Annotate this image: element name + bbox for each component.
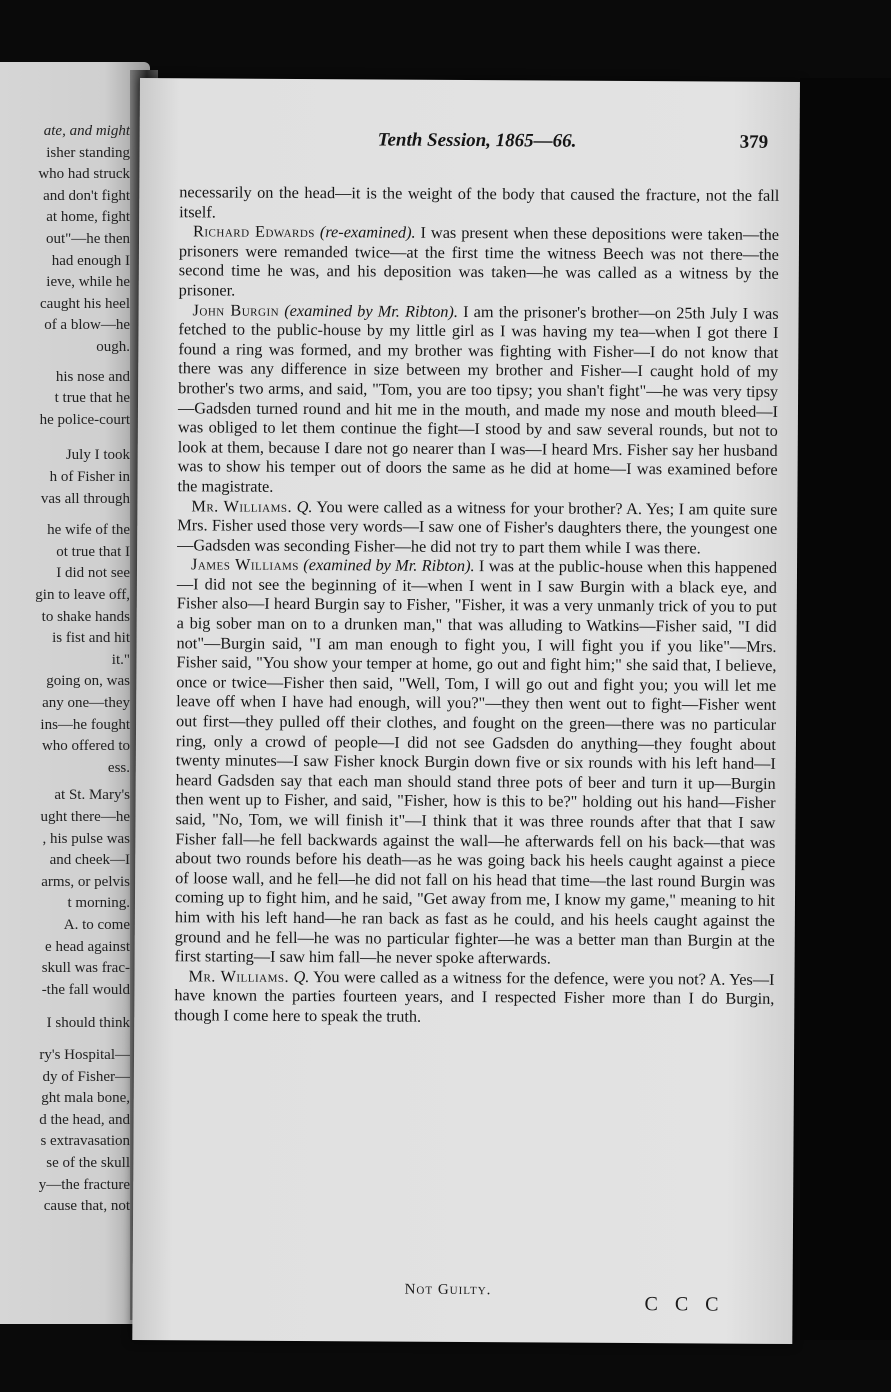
left-page-line: at home, fight xyxy=(46,209,130,226)
left-page-line: ry's Hospital— xyxy=(39,1047,130,1063)
left-page-line: is fist and hit xyxy=(52,630,130,647)
left-page-line: and cheek—I xyxy=(49,852,130,869)
left-page-line: July I took xyxy=(65,447,130,464)
left-page-line: se of the skull xyxy=(46,1155,130,1171)
left-page-line: at St. Mary's xyxy=(54,787,130,804)
left-page-line: to shake hands xyxy=(41,608,130,625)
left-page-line: who offered to xyxy=(41,738,130,755)
left-page-line: his nose and xyxy=(55,368,130,385)
left-page-line: and don't fight xyxy=(43,187,130,204)
speaker-lead: (examined by Mr. Ribton). xyxy=(303,555,475,576)
paragraph-text: You were called as a witness for the defence, were you not? A. Yes—I have known the parties fourteen years, and I respected Fisher more than I do Burgin, though I come here to speak the truth. xyxy=(174,966,775,1026)
left-page xyxy=(0,62,150,1324)
left-page-line: ins—he fought xyxy=(40,716,130,733)
left-page-line: ot true that I xyxy=(56,543,130,560)
left-page-line: any one—they xyxy=(42,695,130,711)
left-page-line: vas all through xyxy=(40,490,130,507)
right-page xyxy=(132,78,800,1344)
speaker-lead: Q. xyxy=(293,966,310,986)
left-page-line: of a blow—he xyxy=(44,317,130,334)
paragraph xyxy=(179,182,779,225)
left-page-line: I did not see xyxy=(56,565,130,582)
left-page-line: d the head, and xyxy=(39,1111,130,1128)
paragraph-text: necessarily on the head—it is the weight of the body that caused the fracture, not the fall itself. xyxy=(179,182,780,222)
left-page-line: t true that he xyxy=(54,390,130,407)
left-page-line: ough. xyxy=(96,339,130,355)
left-page-line: -the fall would xyxy=(41,981,130,998)
left-page-line: it." xyxy=(111,651,130,668)
left-page-line: gin to leave off, xyxy=(35,587,130,603)
left-page-line: out"—he then xyxy=(45,231,130,247)
speaker-lead: Q. xyxy=(296,496,313,516)
left-page-line: ess. xyxy=(107,759,130,776)
left-page-line: dy of Fisher— xyxy=(42,1068,130,1085)
left-page-line: arms, or pelvis xyxy=(41,873,130,890)
left-page-line: cause that, not xyxy=(43,1198,130,1215)
left-page-line: s extravasation xyxy=(40,1133,130,1150)
left-page-line: , his pulse was xyxy=(42,830,130,847)
dark-background-edge xyxy=(800,78,891,1340)
body-text xyxy=(174,182,779,1028)
left-page-line: who had struck xyxy=(38,166,130,183)
left-page-line: h of Fisher in xyxy=(49,469,130,485)
left-page-line: A. to come xyxy=(63,917,130,933)
left-page-line: skull was frac- xyxy=(41,960,130,977)
left-page-line: he wife of the xyxy=(47,522,130,539)
speaker-lead: (re-examined). xyxy=(319,222,416,242)
paragraph-text: I was at the public-house when this happened—I did not see the beginning of it—when I went in I saw Burgin with a black eye, and Fisher also—I heard Burgin say to Fisher, "Fisher, it was a very unmanly trick of you to put a big sober man on to a drunken man," that was alluding to Watkins—Fisher said, "I did not"—Burgin said, "I am man enough to fight you, I will fight you if you like"—Mrs. Fisher said, "You show your temper at home, go out and fight him;" she said that, I believe, once or twice—Fisher then said, "Well, Tom, I will go out and fight you; you will let me leave off when I have had enough, will you?"—they then went out to fight—Fisher went out first—they pulled off their clothes, and fought on the green—there was no particular ring, only a crowd of people—I did not see Gadsden do anything—they fought about twenty minutes—I saw Fisher knock Burgin down five or six rounds with his left hand—I heard Gadsden say that each man should stand three pots of beer and turn it up—Burgin then went up to Fisher, and said, "Fisher, how is this to be?" holding out his hand—Fisher said, "No, Tom, we will finish it"—I think that it was three rounds after that that I saw Fisher fall—he fell backwards against the wall—he afterwards fell on his back—that was about two rounds before his death—as he was going back his heels caught against a piece of loose wall, and he fell—he did not fall on his head that time—the last round Burgin was coming up to fight him, and he said, "Get away from me, I know my game," meaning to hit him with his left hand—he ran back as fast as he could, and his heels caught against the ground and he fell—he was no particular fighter—he was a better man than Burgin at the first starting—I saw him fall—he never spoke afterwards. xyxy=(174,556,778,968)
paragraph xyxy=(177,496,777,558)
speaker-name: John Burgin xyxy=(192,299,280,320)
left-page-line: e head against xyxy=(45,938,130,955)
left-page-line: t morning. xyxy=(67,895,130,912)
signature-mark: C C C xyxy=(644,1293,725,1316)
verdict: Not Guilty. xyxy=(404,1281,492,1299)
paragraph-text: I am the prisoner's brother—on 25th July I was fetched to the public-house by my little girl as I was having my tea—when I got there I found a ring was formed, and my brother was fighting with Fisher—I do not know that there was any difference in size between my brother and Fisher—I caught hold of my brother's two arms, and said, "Tom, you are too tipsy; you shan't fight"—he was very tipsy—Gadsden turned round and hit me in the mouth, and made my nose and mouth bleed—I was obliged to let them continue the fight—I stood by and saw several rounds, but not to look at them, because I dare not go nearer than I was—I heard Mrs. Fisher say her husband was to show his temper out of doors the same as he did at home—I was examined before the magistrate. xyxy=(177,301,779,496)
running-head: Tenth Session, 1865—66. xyxy=(377,129,577,152)
left-page-line: y—the fracture xyxy=(38,1176,130,1193)
left-page-line: ght mala bone, xyxy=(41,1090,130,1107)
left-page-line: isher standing xyxy=(46,144,130,161)
speaker-name: James Williams xyxy=(190,554,300,575)
paragraph xyxy=(177,300,778,500)
left-page-line: ught there—he xyxy=(40,809,130,825)
page-header xyxy=(140,128,790,156)
paragraph-text: I was present when these depositions were taken—the prisoners were remanded twice—at the first time the witness Beech was not there—the second time he was, and his deposition was taken—he was called as a witness by the prisoner. xyxy=(178,222,780,300)
left-page-line: I should think xyxy=(46,1015,130,1032)
left-page-line: he police-court xyxy=(39,411,130,428)
paragraph-text: You were called as a witness for your brother? A. Yes; I am quite sure Mrs. Fisher used those very words—I saw one of Fisher's daughters there, the youngest one—Gadsden was seconding Fisher—he did not try to part them while I was there. xyxy=(177,496,778,558)
left-page-line: had enough I xyxy=(51,252,130,269)
left-page-line: caught his heel xyxy=(40,295,130,312)
speaker-name: Mr. Williams. xyxy=(191,495,293,516)
left-page-line: ieve, while he xyxy=(46,274,130,291)
speaker-name: Richard Edwards xyxy=(193,221,316,242)
paragraph xyxy=(179,221,779,303)
paragraph xyxy=(174,966,774,1028)
left-page-line: ate, and might xyxy=(43,123,130,139)
speaker-name: Mr. Williams. xyxy=(188,966,290,986)
speaker-lead: (examined by Mr. Ribton). xyxy=(284,300,459,321)
paragraph xyxy=(175,555,778,970)
left-page-line: going on, was xyxy=(46,673,130,690)
page-number: 379 xyxy=(739,131,769,153)
